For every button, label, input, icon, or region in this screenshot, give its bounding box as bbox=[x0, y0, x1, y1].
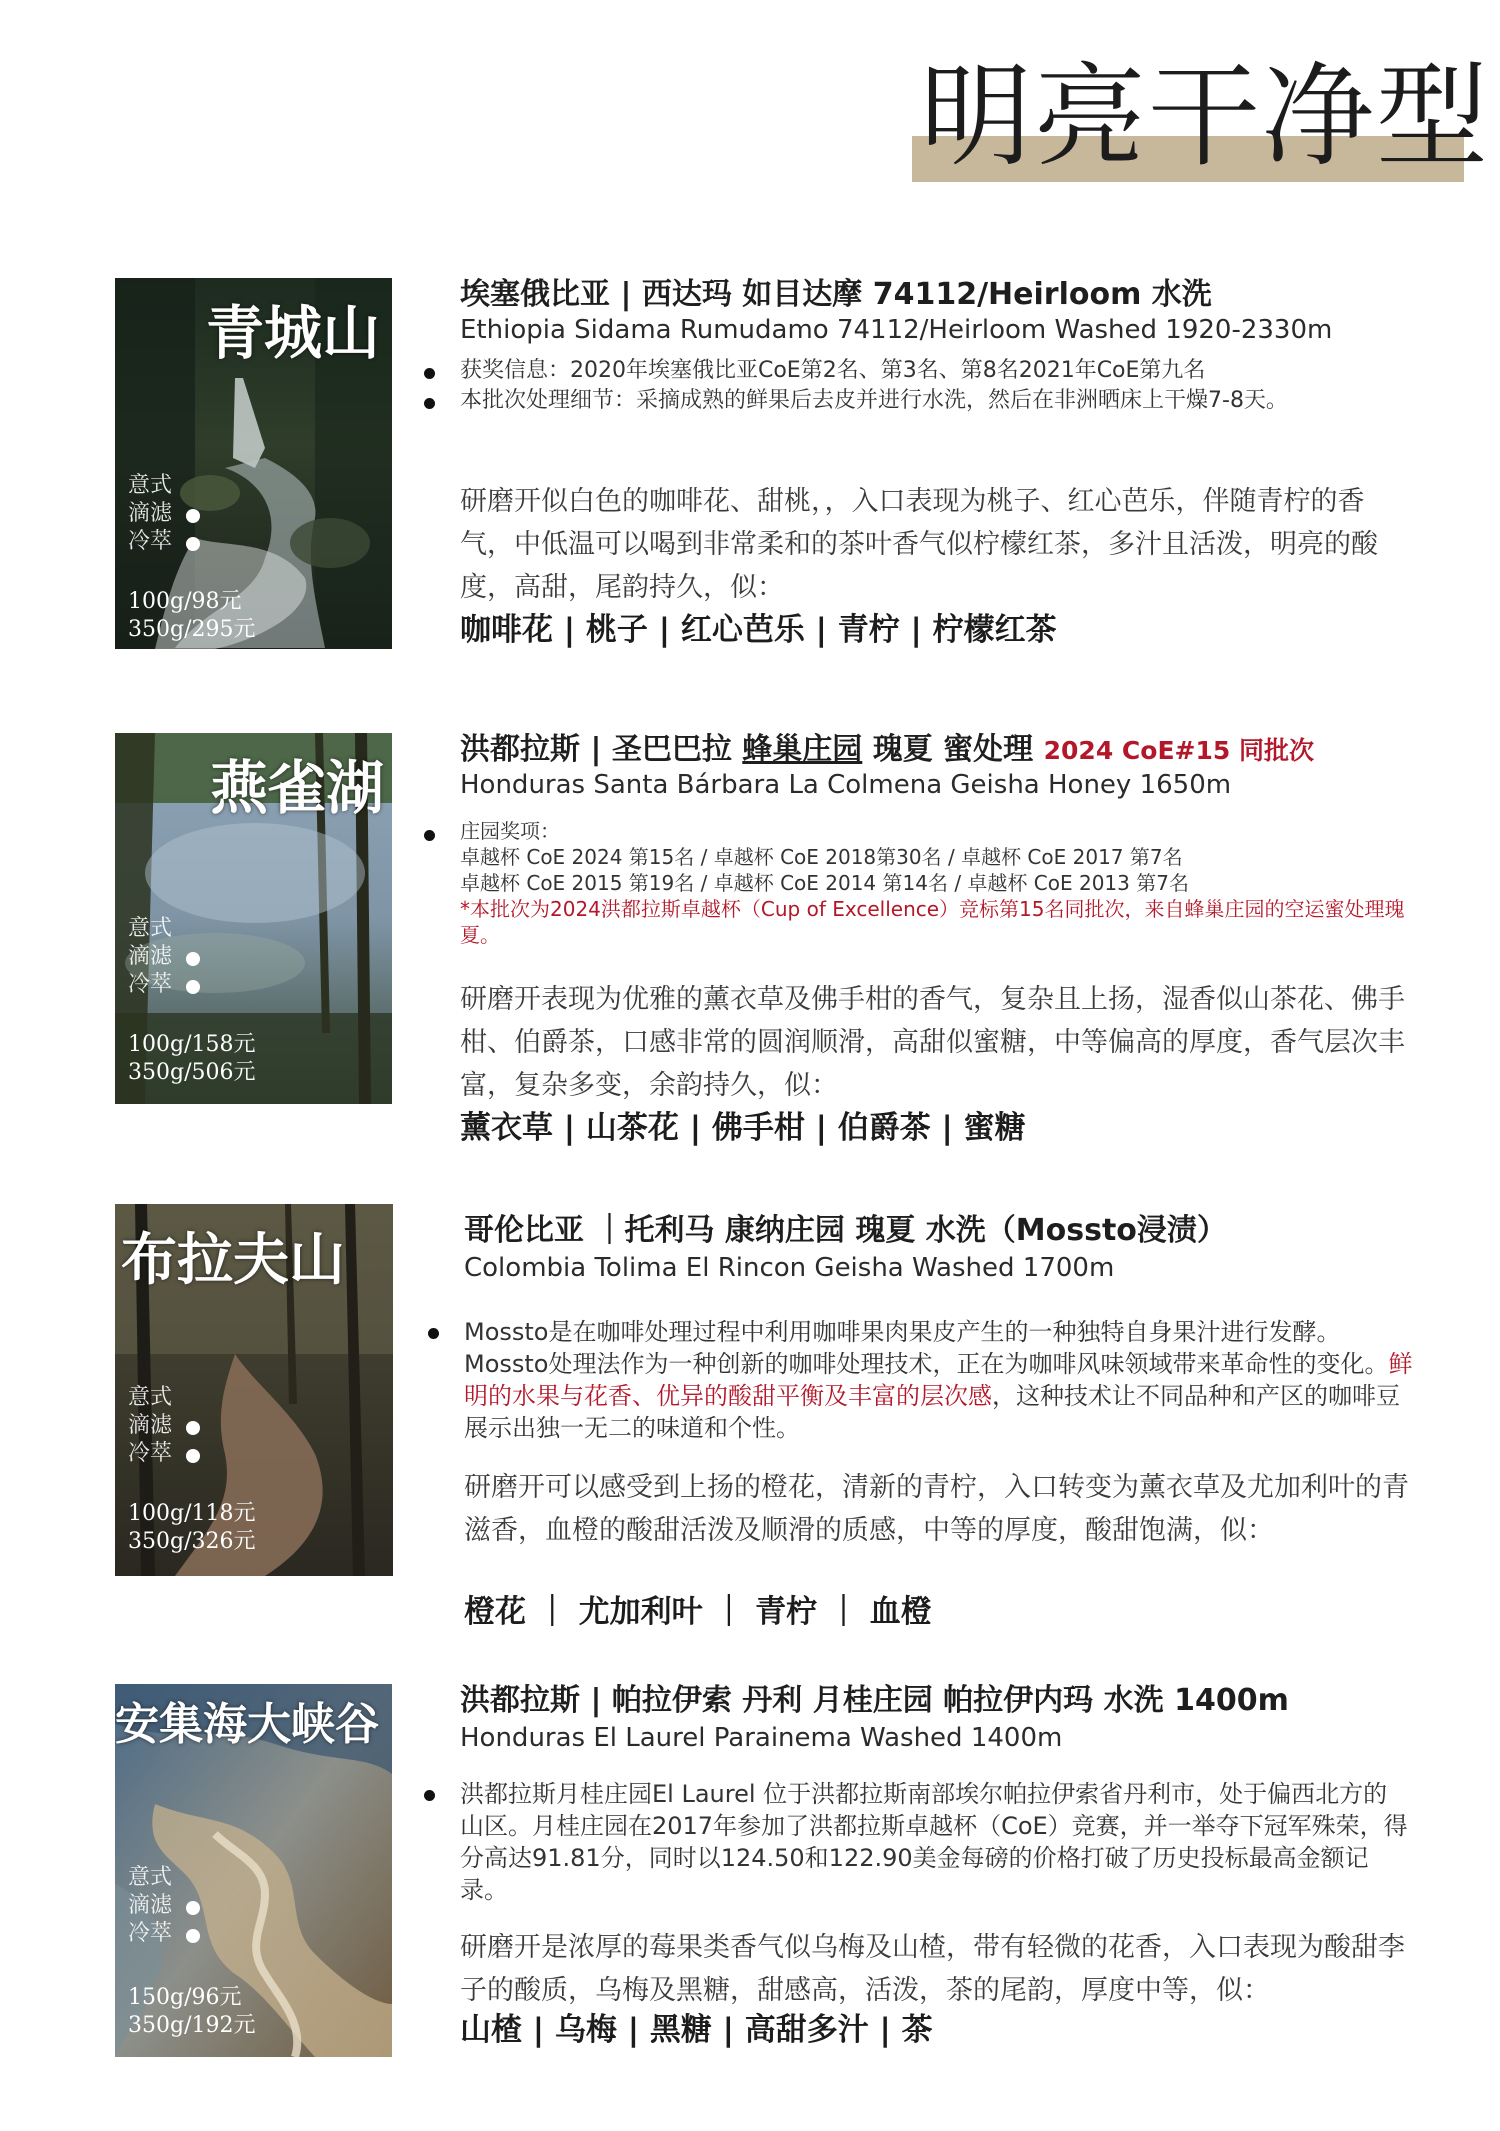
brew-methods bbox=[128, 1864, 172, 1948]
price-list bbox=[128, 588, 255, 644]
info-bullets bbox=[464, 1316, 1414, 1444]
photo-yanquehu bbox=[115, 733, 392, 1104]
photo-bulafushan bbox=[115, 1204, 393, 1576]
method-coldbrew: 冷萃 bbox=[128, 1440, 172, 1468]
price-small: 100g/118元 bbox=[128, 1501, 256, 1526]
price-small: 100g/98元 bbox=[128, 589, 242, 614]
origin-english: Honduras Santa Bárbara La Colmena Geisha Honey 1650m bbox=[460, 770, 1232, 800]
tasting-description: 研磨开表现为优雅的薰衣草及佛手柑的香气，复杂且上扬，湿香似山茶花、佛手柑、伯爵茶，口感非常的圆润顺滑，高甜似蜜糖，中等偏高的厚度，香气层次丰富，复杂多变，余韵持久，似： bbox=[460, 984, 1405, 1101]
dot-icon bbox=[186, 952, 200, 966]
method-drip: 滴滤 bbox=[128, 500, 172, 528]
highlight-text: 鲜明的水果与花香、优异的酸甜平衡及丰富的层次感 bbox=[464, 1350, 1413, 1410]
page-title: 明亮干净型 bbox=[920, 52, 1490, 182]
price-large: 350g/326元 bbox=[128, 1529, 256, 1554]
estate-name: 蜂巢庄园 bbox=[742, 732, 863, 767]
info-bullets bbox=[460, 356, 1410, 416]
batch-note: *本批次为2024洪都拉斯卓越杯（Cup of Excellence）竞标第15名同批次，来自蜂巢庄园的空运蜜处理瑰夏。 bbox=[460, 897, 1405, 947]
tasting-description: 研磨开似白色的咖啡花、甜桃，，入口表现为桃子、红心芭乐，伴随青柠的香气，中低温可以喝到非常柔和的茶叶香气似柠檬红茶，多汁且活泼，明亮的酸度，高甜，尾韵持久，似： bbox=[460, 486, 1378, 603]
product-name: 青城山 bbox=[205, 299, 380, 367]
product-name: 燕雀湖 bbox=[209, 754, 384, 822]
awards-title: 庄园奖项： bbox=[460, 818, 1410, 844]
price-large: 350g/506元 bbox=[128, 1060, 256, 1085]
flavor-notes: 山楂 | 乌梅 | 黑糖 | 高甜多汁 | 茶 bbox=[460, 2012, 933, 2048]
price-large: 350g/295元 bbox=[128, 617, 256, 642]
brew-methods bbox=[128, 1384, 172, 1468]
origin-chinese: 埃塞俄比亚 | 西达玛 如目达摩 74112/Heirloom 水洗 bbox=[460, 277, 1212, 312]
coe-badge: 2024 CoE#15 同批次 bbox=[1043, 736, 1314, 765]
awards-section bbox=[460, 818, 1410, 948]
flavor-notes: 薰衣草 | 山茶花 | 佛手柑 | 伯爵茶 | 蜜糖 bbox=[460, 1110, 1026, 1146]
product-name: 布拉夫山 bbox=[121, 1227, 345, 1293]
dot-icon bbox=[186, 1449, 200, 1463]
price-list bbox=[128, 1500, 255, 1556]
price-large: 350g/192元 bbox=[128, 2013, 256, 2038]
origin-english: Honduras El Laurel Parainema Washed 1400m bbox=[460, 1723, 1063, 1753]
origin-chinese: 哥伦比亚 ｜托利马 康纳庄园 瑰夏 水洗（Mossto浸渍） bbox=[464, 1213, 1227, 1248]
awards-line: 卓越杯 CoE 2015 第19名 / 卓越杯 CoE 2014 第14名 / 卓越杯 CoE 2013 第7名 bbox=[460, 871, 1189, 895]
flavor-notes: 橙花 ｜ 尤加利叶 ｜ 青柠 ｜ 血橙 bbox=[464, 1594, 932, 1630]
origin-english: Colombia Tolima El Rincon Geisha Washed 1700m bbox=[464, 1253, 1115, 1283]
tasting-description: 研磨开可以感受到上扬的橙花，清新的青柠，入口转变为薰衣草及尤加利叶的青滋香，血橙的酸甜活泼及顺滑的质感，中等的厚度，酸甜饱满，似： bbox=[464, 1472, 1409, 1546]
award-bullet: 获奖信息：2020年埃塞俄比亚CoE第2名、第3名、第8名2021年CoE第九名 bbox=[460, 356, 1410, 386]
dot-icon bbox=[186, 1929, 200, 1943]
estate-bullet: 洪都拉斯月桂庄园El Laurel 位于洪都拉斯南部埃尔帕拉伊索省丹利市，处于偏西北方的山区。月桂庄园在2017年参加了洪都拉斯卓越杯（CoE）竞赛，并一举夺下冠军殊荣，得分高达91.81分，同时以124.50和122.90美金每磅的价格打破了历史投标最高金额记录。 bbox=[460, 1778, 1410, 1906]
method-coldbrew: 冷萃 bbox=[128, 1920, 172, 1948]
origin-chinese: 洪都拉斯 | 圣巴巴拉 蜂巢庄园 瑰夏 蜜处理 2024 CoE#15 同批次 bbox=[460, 732, 1314, 767]
method-drip: 滴滤 bbox=[128, 1412, 172, 1440]
dot-icon bbox=[186, 1421, 200, 1435]
method-coldbrew: 冷萃 bbox=[128, 971, 172, 999]
method-espresso: 意式 bbox=[128, 916, 173, 941]
photo-qingchengshan bbox=[115, 278, 392, 649]
info-bullets bbox=[460, 1778, 1410, 1906]
method-espresso: 意式 bbox=[128, 473, 173, 498]
mossto-bullet: Mossto是在咖啡处理过程中利用咖啡果肉果皮产生的一种独特自身果汁进行发酵。Mossto处理法作为一种创新的咖啡处理技术，正在为咖啡风味领域带来革命性的变化。鲜明的水果与花香、优异的酸甜平衡及丰富的层次感，这种技术让不同品种和产区的咖啡豆展示出独一无二的味道和个性。 bbox=[464, 1318, 1413, 1442]
method-espresso: 意式 bbox=[128, 1865, 173, 1890]
flavor-notes: 咖啡花 | 桃子 | 红心芭乐 | 青柠 | 柠檬红茶 bbox=[460, 612, 1057, 648]
method-drip: 滴滤 bbox=[128, 1892, 172, 1920]
dot-icon bbox=[186, 1901, 200, 1915]
dot-icon bbox=[186, 980, 200, 994]
method-espresso: 意式 bbox=[128, 1385, 173, 1410]
origin-english: Ethiopia Sidama Rumudamo 74112/Heirloom Washed 1920-2330m bbox=[460, 315, 1333, 345]
price-small: 100g/158元 bbox=[128, 1032, 256, 1057]
price-small: 150g/96元 bbox=[128, 1985, 242, 2010]
product-name: 安集海大峡谷 bbox=[115, 1699, 379, 1750]
price-list bbox=[128, 1031, 255, 1087]
method-coldbrew: 冷萃 bbox=[128, 528, 172, 556]
tasting-description: 研磨开是浓厚的莓果类香气似乌梅及山楂，带有轻微的花香，入口表现为酸甜李子的酸质，乌梅及黑糖，甜感高，活泼，茶的尾韵，厚度中等，似： bbox=[460, 1932, 1405, 2006]
brew-methods bbox=[128, 472, 172, 556]
dot-icon bbox=[186, 509, 200, 523]
brew-methods bbox=[128, 915, 172, 999]
process-bullet: 本批次处理细节：采摘成熟的鲜果后去皮并进行水洗，然后在非洲晒床上干燥7-8天。 bbox=[460, 386, 1410, 416]
awards-line: 卓越杯 CoE 2024 第15名 / 卓越杯 CoE 2018第30名 / 卓越杯 CoE 2017 第7名 bbox=[460, 845, 1183, 869]
dot-icon bbox=[186, 537, 200, 551]
photo-anjihai bbox=[115, 1684, 392, 2057]
origin-chinese: 洪都拉斯 | 帕拉伊索 丹利 月桂庄园 帕拉伊内玛 水洗 1400m bbox=[460, 1683, 1289, 1718]
method-drip: 滴滤 bbox=[128, 943, 172, 971]
price-list bbox=[128, 1984, 255, 2040]
